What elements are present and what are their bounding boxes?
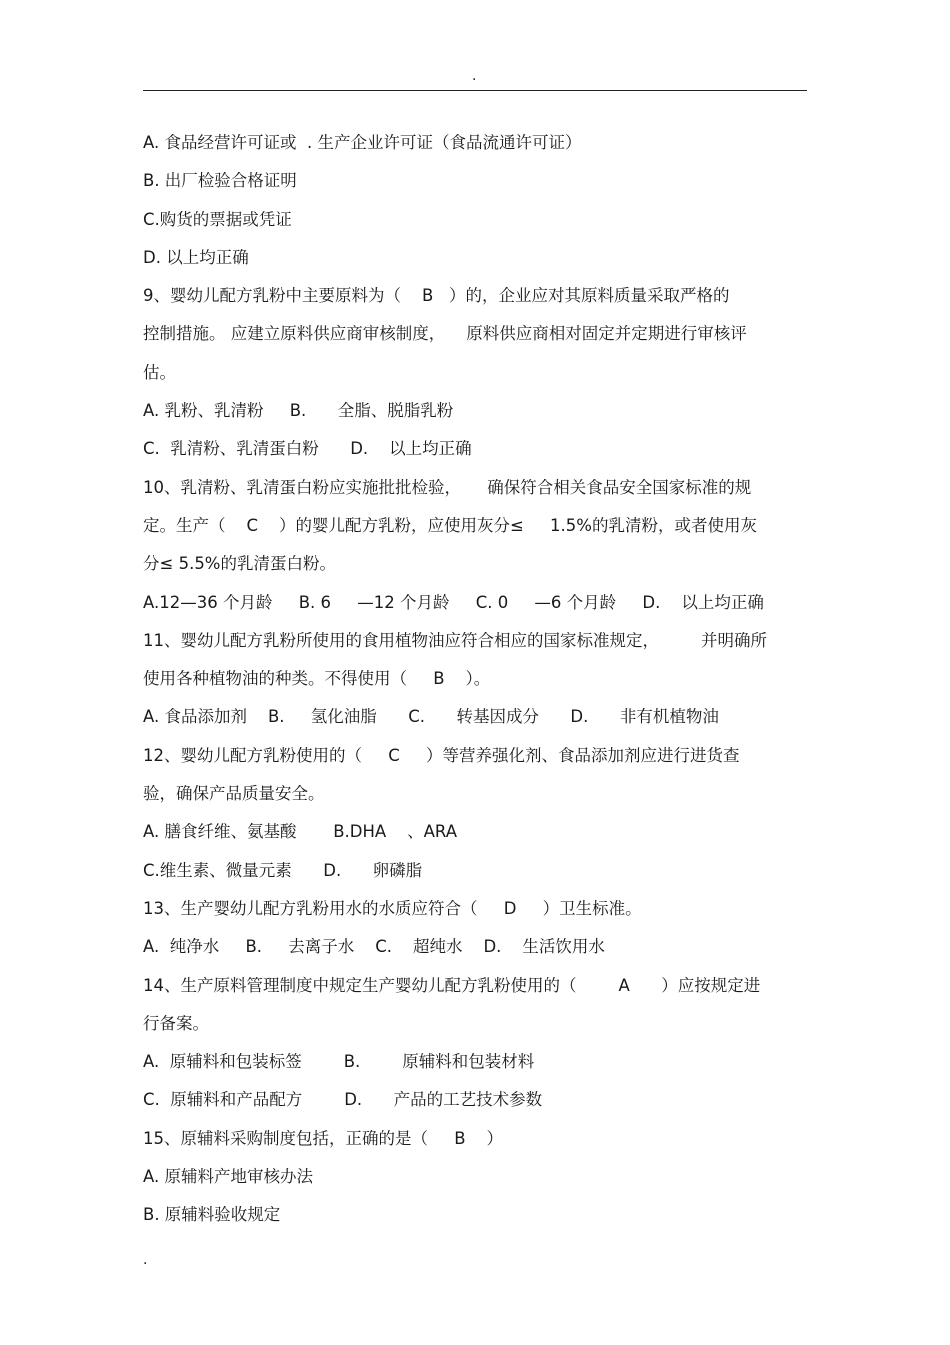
- text-line: 11、婴幼儿配方乳粉所使用的食用植物油应符合相应的国家标准规定， 并明确所: [143, 630, 767, 650]
- document-body: [143, 124, 813, 1235]
- text-line: A. 原辅料和包装标签 B. 原辅料和包装材料: [143, 1052, 535, 1072]
- header-rule: [143, 90, 807, 91]
- text-line: 行备案。: [143, 1013, 209, 1033]
- text-line: B. 出厂检验合格证明: [143, 171, 297, 191]
- text-line: 估。: [143, 362, 176, 382]
- text-line: 12、婴幼儿配方乳粉使用的（ C ）等营养强化剂、食品添加剂应进行进货查: [143, 745, 740, 765]
- text-line: 验，确保产品质量安全。: [143, 784, 325, 804]
- text-line: C.购货的票据或凭证: [143, 209, 292, 229]
- text-line: A. 食品经营许可证或 . 生产企业许可证（食品流通许可证）: [143, 133, 582, 152]
- text-line: 10、乳清粉、乳清蛋白粉应实施批批检验， 确保符合相关食品安全国家标准的规: [143, 477, 752, 497]
- text-line: 分≤ 5.5%的乳清蛋白粉。: [143, 554, 336, 574]
- header-mark: .: [472, 68, 477, 84]
- text-line: A. 膳食纤维、氨基酸 B.DHA 、ARA: [143, 822, 458, 842]
- footer-mark: .: [143, 1252, 148, 1268]
- text-line: C. 原辅料和产品配方 D. 产品的工艺技术参数: [143, 1090, 543, 1110]
- text-line: 使用各种植物油的种类。不得使用（ B ）。: [143, 669, 491, 689]
- text-line: 定。生产（ C ）的婴儿配方乳粉，应使用灰分≤ 1.5%的乳清粉，或者使用灰: [143, 515, 757, 535]
- text-line: D. 以上均正确: [143, 247, 249, 267]
- text-line: 13、生产婴幼儿配方乳粉用水的水质应符合（ D ）卫生标准。: [143, 898, 642, 918]
- text-line: 14、生产原料管理制度中规定生产婴幼儿配方乳粉使用的（ A ）应按规定进: [143, 975, 761, 995]
- text-line: B. 原辅料验收规定: [143, 1205, 281, 1225]
- text-line: A. 原辅料产地审核办法: [143, 1167, 313, 1187]
- text-line: 9、婴幼儿配方乳粉中主要原料为（ B ）的，企业应对其原料质量采取严格的: [143, 286, 730, 306]
- text-line: 控制措施。 应建立原料供应商审核制度， 原料供应商相对固定并定期进行审核评: [143, 324, 747, 344]
- text-line: A. 乳粉、乳清粉 B. 全脂、脱脂乳粉: [143, 401, 454, 421]
- text-line: 15、原辅料采购制度包括，正确的是（ B ）: [143, 1128, 504, 1148]
- text-line: A.12—36 个月龄 B. 6 —12 个月龄 C. 0 —6 个月龄 D. 以上均正确: [143, 592, 764, 612]
- text-line: C.维生素、微量元素 D. 卵磷脂: [143, 860, 423, 880]
- text-line: A. 食品添加剂 B. 氢化油脂 C. 转基因成分 D. 非有机植物油: [143, 707, 719, 727]
- text-line: A. 纯净水 B. 去离子水 C. 超纯水 D. 生活饮用水: [143, 937, 605, 957]
- text-line: C. 乳清粉、乳清蛋白粉 D. 以上均正确: [143, 439, 472, 459]
